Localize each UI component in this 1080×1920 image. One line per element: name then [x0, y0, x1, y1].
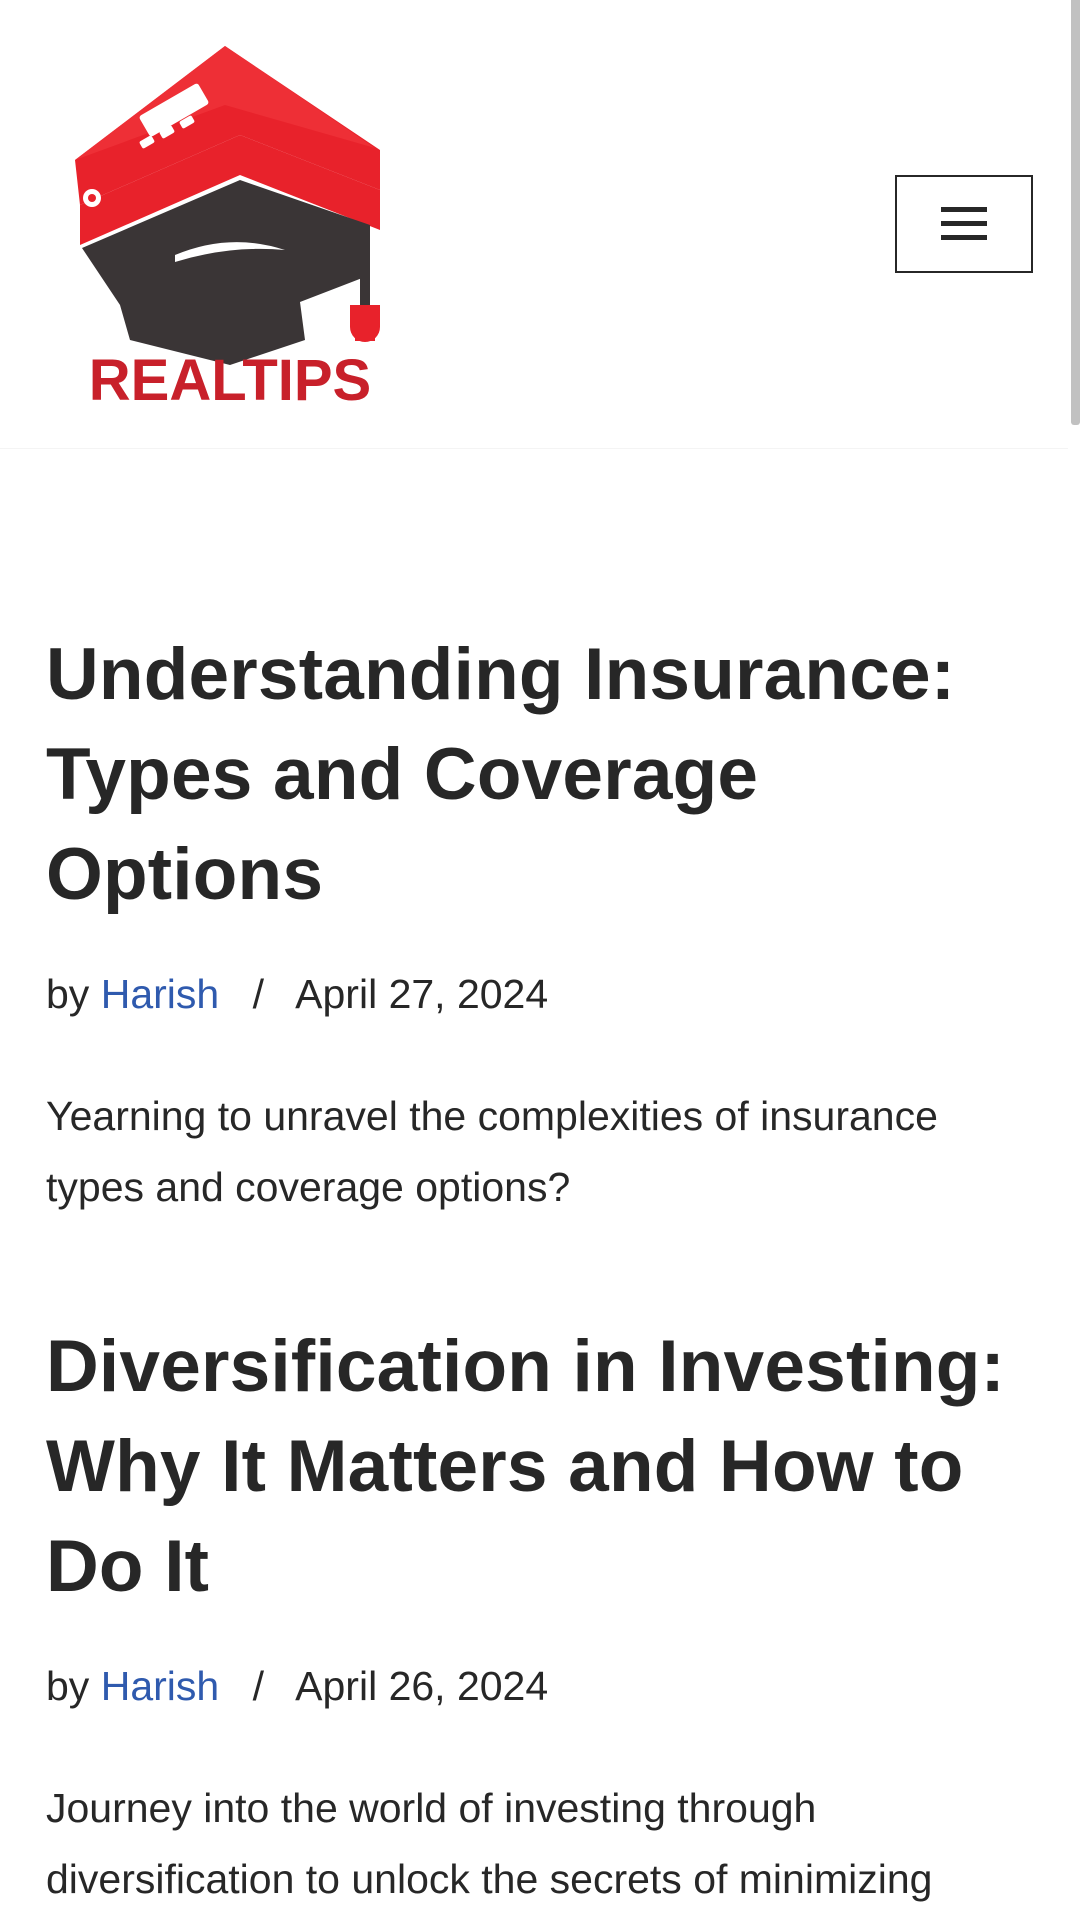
post-meta [46, 967, 1036, 1021]
post-title-link[interactable]: Diversification in Investing: Why It Matters and How to Do It [46, 1326, 1006, 1607]
post-item [46, 625, 1036, 1223]
hamburger-menu-icon [941, 205, 987, 243]
scrollbar[interactable] [1068, 0, 1080, 1920]
post-title-link[interactable]: Understanding Insurance: Types and Coverage Options [46, 634, 956, 915]
scrollbar-thumb[interactable] [1071, 0, 1080, 425]
site-header [0, 0, 1068, 449]
post-date: April 26, 2024 [295, 1663, 549, 1709]
post-excerpt: Yearning to unravel the complexities of insurance types and coverage options? [46, 1093, 938, 1210]
by-label: by [46, 1663, 90, 1709]
post-list [46, 625, 1036, 1915]
meta-separator: / [252, 1663, 265, 1709]
meta-separator: / [252, 971, 265, 1017]
post-item [46, 1317, 1036, 1915]
post-meta [46, 1659, 1036, 1713]
graduation-cap-router-icon [70, 40, 390, 410]
post-excerpt: Journey into the world of investing through diversification to unlock the secrets of minimizing [46, 1785, 933, 1902]
author-link[interactable]: Harish [100, 1663, 220, 1709]
by-label: by [46, 971, 90, 1017]
logo-text: REALTIPS [88, 348, 372, 410]
author-link[interactable]: Harish [100, 971, 220, 1017]
site-logo-link[interactable] [70, 40, 390, 410]
post-date: April 27, 2024 [295, 971, 549, 1017]
hamburger-menu-button[interactable] [895, 175, 1033, 273]
